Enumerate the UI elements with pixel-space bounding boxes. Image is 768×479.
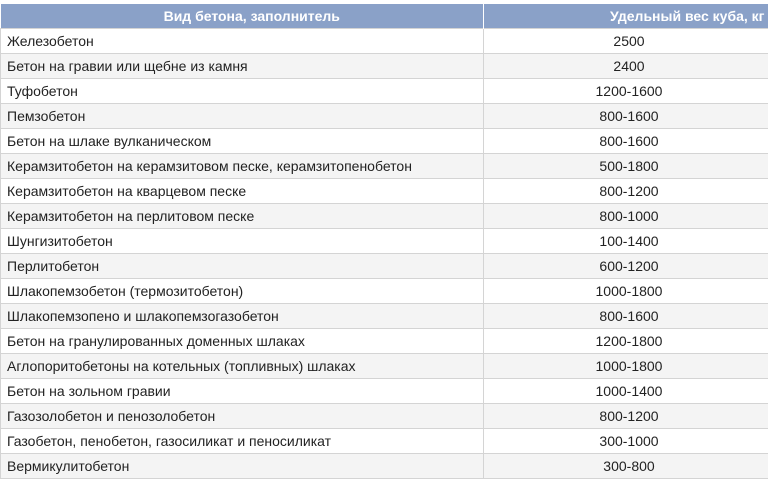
column-header-cube-weight: Удельный вес куба, кг [484, 4, 768, 29]
table-row [1, 104, 768, 129]
concrete-weight-table [0, 4, 768, 479]
table-row [1, 79, 768, 104]
cube-weight-cell: 800-1600 [484, 304, 768, 329]
table-row [1, 329, 768, 354]
cube-weight-cell: 1200-1800 [484, 329, 768, 354]
cube-weight-cell: 500-1800 [484, 154, 768, 179]
cube-weight-cell: 800-1600 [484, 104, 768, 129]
cube-weight-cell: 1200-1600 [484, 79, 768, 104]
table-row [1, 254, 768, 279]
concrete-type-cell: Бетон на гранулированных доменных шлаках [1, 329, 484, 354]
cube-weight-cell: 1000-1800 [484, 354, 768, 379]
cube-weight-cell: 2400 [484, 54, 768, 79]
concrete-type-cell: Вермикулитобетон [1, 454, 484, 479]
table-row [1, 204, 768, 229]
table-row [1, 129, 768, 154]
concrete-type-cell: Газозолобетон и пенозолобетон [1, 404, 484, 429]
cube-weight-cell: 800-1200 [484, 179, 768, 204]
concrete-type-cell: Газобетон, пенобетон, газосиликат и пеносиликат [1, 429, 484, 454]
concrete-type-cell: Бетон на зольном гравии [1, 379, 484, 404]
table-row [1, 179, 768, 204]
cube-weight-cell: 2500 [484, 29, 768, 54]
cube-weight-cell: 300-1000 [484, 429, 768, 454]
table-row [1, 354, 768, 379]
cube-weight-cell: 1000-1800 [484, 279, 768, 304]
table-row [1, 54, 768, 79]
concrete-type-cell: Шунгизитобетон [1, 229, 484, 254]
table-row [1, 229, 768, 254]
table-row [1, 379, 768, 404]
cube-weight-cell: 800-1000 [484, 204, 768, 229]
concrete-type-cell: Керамзитобетон на керамзитовом песке, керамзитопенобетон [1, 154, 484, 179]
cube-weight-cell: 300-800 [484, 454, 768, 479]
table-row [1, 279, 768, 304]
table-row [1, 29, 768, 54]
table-row [1, 454, 768, 479]
concrete-type-cell: Туфобетон [1, 79, 484, 104]
cube-weight-cell: 1000-1400 [484, 379, 768, 404]
cube-weight-cell: 100-1400 [484, 229, 768, 254]
table-row [1, 154, 768, 179]
concrete-type-cell: Бетон на гравии или щебне из камня [1, 54, 484, 79]
concrete-type-cell: Керамзитобетон на перлитовом песке [1, 204, 484, 229]
concrete-type-cell: Керамзитобетон на кварцевом песке [1, 179, 484, 204]
cube-weight-cell: 800-1600 [484, 129, 768, 154]
concrete-type-cell: Бетон на шлаке вулканическом [1, 129, 484, 154]
table-row [1, 429, 768, 454]
concrete-type-cell: Аглопоритобетоны на котельных (топливных) шлаках [1, 354, 484, 379]
table-header-row [1, 4, 768, 29]
table-row [1, 404, 768, 429]
cube-weight-cell: 600-1200 [484, 254, 768, 279]
column-header-concrete-type: Вид бетона, заполнитель [1, 4, 484, 29]
concrete-type-cell: Пемзобетон [1, 104, 484, 129]
concrete-type-cell: Железобетон [1, 29, 484, 54]
cube-weight-cell: 800-1200 [484, 404, 768, 429]
table-row [1, 304, 768, 329]
concrete-type-cell: Шлакопемзопено и шлакопемзогазобетон [1, 304, 484, 329]
concrete-type-cell: Перлитобетон [1, 254, 484, 279]
concrete-type-cell: Шлакопемзобетон (термозитобетон) [1, 279, 484, 304]
